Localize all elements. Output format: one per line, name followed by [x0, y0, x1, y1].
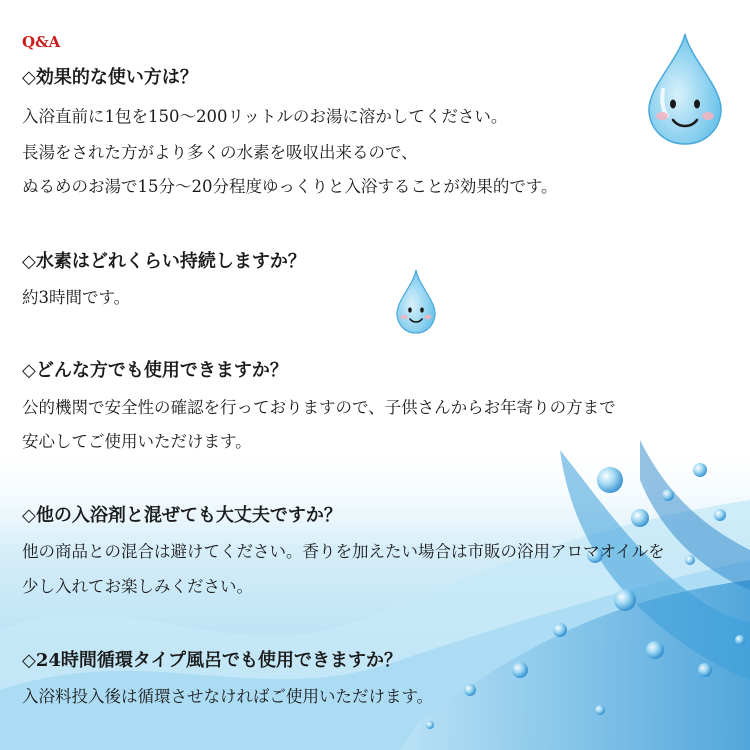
question-heading: ◇他の入浴剤と混ぜても大丈夫ですか？	[22, 505, 342, 526]
question-heading: ◇どんな方でも使用できますか？	[22, 360, 288, 381]
answer-line: 公的機関で安全性の確認を行っておりますので、子供さんからお年寄りの方まで	[22, 398, 616, 417]
answer-line: 安心してご使用いただけます。	[22, 432, 252, 451]
answer-line: 入浴料投入後は循環させなければご使用いただけます。	[22, 687, 434, 706]
answer-line: ぬるめのお湯で15分～20分程度ゆっくりと入浴することが効果的です。	[22, 177, 558, 196]
question-heading: ◇24時間循環タイプ風呂でも使用できますか？	[22, 650, 402, 671]
answer-line: 少し入れてお楽しみください。	[22, 577, 253, 596]
question-heading: ◇水素はどれくらい持続しますか？	[22, 251, 306, 272]
qa-label: Q&A	[22, 33, 61, 51]
question-heading: ◇効果的な使い方は？	[22, 67, 198, 88]
answer-line: 入浴直前に1包を150～200リットルのお湯に溶かしてください。	[22, 107, 508, 126]
answer-line: 長湯をされた方がより多くの水素を吸収出来るので、	[22, 143, 418, 162]
answer-line: 約3時間です。	[22, 288, 131, 307]
answer-line: 他の商品との混合は避けてください。香りを加えたい場合は市販の浴用アロマオイルを	[22, 542, 665, 561]
